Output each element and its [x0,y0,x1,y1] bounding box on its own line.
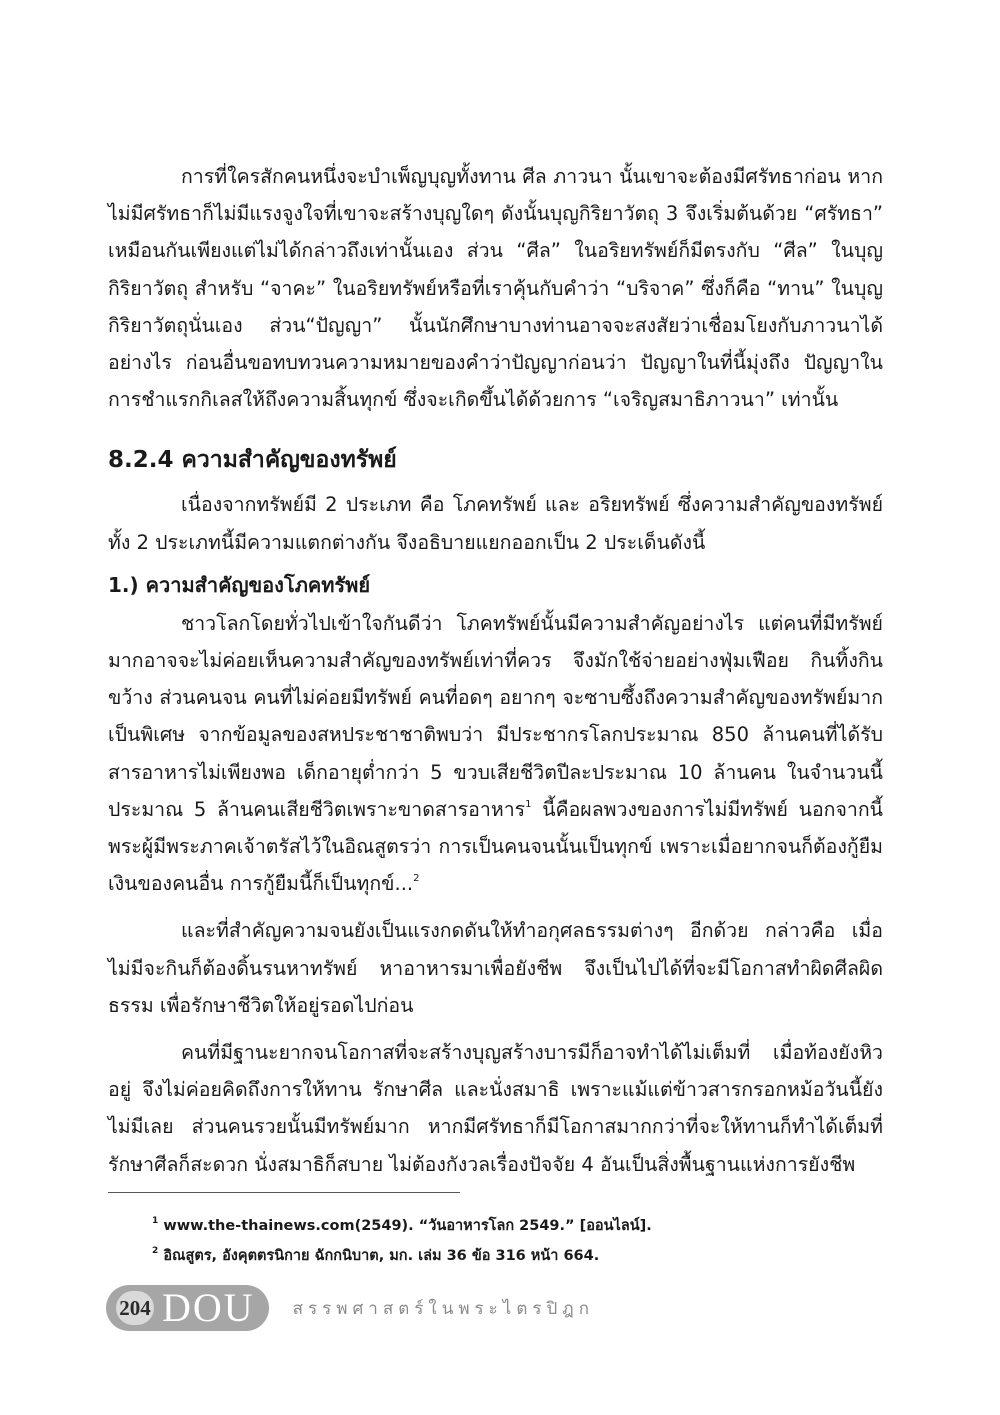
footnote-2 [152,1241,872,1271]
paragraph-shraddha: การที่ใครสักคนหนึ่งจะบำเพ็ญบุญทั้งทาน ศีล ภาวนา นั้นเขาจะต้องมีศรัทธาก่อน หากไม่มีศรัทธาก็ไม่มีแรงจูงใจที่เขาจะสร้างบุญใดๆ ดังนั้นบุญกิริยาวัตถุ 3 จึงเริ่มต้นด้วย “ศรัทธา” เหมือนกันเพียงแต่ไม่ได้กล่าวถึงเท่านั้นเอง ส่วน “ศีล” ในอริยทรัพย์ก็มีตรงกับ “ศีล” ในบุญกิริยาวัตถุ สำหรับ “จาคะ” ในอริยทรัพย์หรือที่เราคุ้นกับคำว่า “บริจาค” ซึ่งก็คือ “ทาน” ในบุญกิริยาวัตถุนั่นเอง ส่วน“ปัญญา” นั้นนักศึกษาบางท่านอาจจะสงสัยว่าเชื่อมโยงกับภาวนาได้อย่างไร ก่อนอื่นขอทบทวนความหมายของคำว่าปัญญาก่อนว่า ปัญญาในที่นี้มุ่งถึง ปัญญาในการชำแรกกิเลสให้ถึงความสิ้นทุกข์ ซึ่งจะเกิดขึ้นได้ด้วยการ “เจริญสมาธิภาวนา” เท่านั้น [108,165,883,412]
footnote-divider [108,1192,460,1193]
paragraph-poverty-pressure: และที่สำคัญความจนยังเป็นแรงกดดันให้ทำอกุศลธรรมต่างๆ อีกด้วย กล่าวคือ เมื่อไม่มีจะกินก็ต้องดิ้นรนหาทรัพย์ หาอาหารมาเพื่อยังชีพ จึงเป็นไปได้ที่จะมีโอกาสทำผิดศีลผิดธรรม เพื่อรักษาชีวิตให้อยู่รอดไปก่อน [108,919,883,1017]
paragraph-rich-poor-merit: คนที่มีฐานะยากจนโอกาสที่จะสร้างบุญสร้างบารมีก็อาจทำได้ไม่เต็มที่ เมื่อท้องยังหิวอยู่ จึงไม่ค่อยคิดถึงการให้ทาน รักษาศีล และนั่งสมาธิ เพราะแม้แต่ข้าวสารกรอกหม้อวันนี้ยังไม่มีเลย ส่วนคนรวยนั้นมีทรัพย์มาก หากมีศรัทธาก็มีโอกาสมากกว่าที่จะให้ทานก็ทำได้เต็มที่ รักษาศีลก็สะดวก นั่งสมาธิก็สบาย ไม่ต้องกังวลเรื่องปัจจัย 4 อันเป็นสิ่งพื้นฐานแห่งการยังชีพ [108,1041,883,1176]
dou-logo: DOU [162,1285,255,1330]
footnote-marker: 2 [152,1246,159,1256]
footnote-text: www.the-thainews.com(2549). “วันอาหารโลก 2549.” [ออนไลน์]. [163,1218,652,1234]
book-title: สรรพศาสตร์ในพระไตรปิฎก [292,1298,595,1319]
page-number: 204 [116,1291,154,1325]
footnote-text: อิณสูตร, อังคุตตรนิกาย ฉักกนิบาต, มก. เล่ม 36 ข้อ 316 หน้า 664. [163,1248,600,1264]
paragraph-world-hunger [108,605,883,903]
footnote-ref-1: 1 [525,798,532,810]
footnote-marker: 1 [152,1216,159,1226]
paragraph-text-part: นี้คือผลพวงของการไม่มีทรัพย์ นอกจากนี้พระผู้มีพระภาคเจ้าตรัสไว้ในอิณสูตรว่า การเป็นคนจนนั้นเป็นทุกข์ เพราะเมื่อยากจนก็ต้องกู้ยืมเงินของคนอื่น การกู้ยืมนี้ก็เป็นทุกข์... [108,797,883,896]
footnote-1 [152,1211,872,1241]
subheading-bhoga-importance: 1.) ความสำคัญของโภคทรัพย์ [108,572,371,597]
footnote-ref-2: 2 [413,873,420,885]
section-heading: 8.2.4 ความสำคัญของทรัพย์ [108,447,397,474]
page-footer [106,1284,594,1332]
paragraph-two-types: เนื่องจากทรัพย์มี 2 ประเภท คือ โภคทรัพย์ และ อริยทรัพย์ ซึ่งความสำคัญของทรัพย์ทั้ง 2 ประเภทนี้มีความแตกต่างกัน จึงอธิบายแยกออกเป็น 2 ประเด็นดังนี้ [108,493,883,554]
page-body [108,158,883,1183]
paragraph-text-part: ชาวโลกโดยทั่วไปเข้าใจกันดีว่า โภคทรัพย์นั้นมีความสำคัญอย่างไร แต่คนที่มีทรัพย์มากอาจจะไม่ค่อยเห็นความสำคัญของทรัพย์เท่าที่ควร จึงมักใช้จ่ายอย่างฟุ่มเฟือย กินทิ้งกินขว้าง ส่วนคนจน คนที่ไม่ค่อยมีทรัพย์ คนที่อดๆ อยากๆ จะซาบซึ้งถึงความสำคัญของทรัพย์มากเป็นพิเศษ จากข้อมูลของสหประชาชาติพบว่า มีประชากรโลกประมาณ 850 ล้านคนที่ได้รับสารอาหารไม่เพียงพอ เด็กอายุต่ำกว่า 5 ขวบเสียชีวิตปีละประมาณ 10 ล้านคน ในจำนวนนี้ประมาณ 5 ล้านคนเสียชีวิตเพราะขาดสารอาหาร [108,611,883,821]
footnotes [152,1211,872,1271]
footer-badge [106,1285,269,1331]
